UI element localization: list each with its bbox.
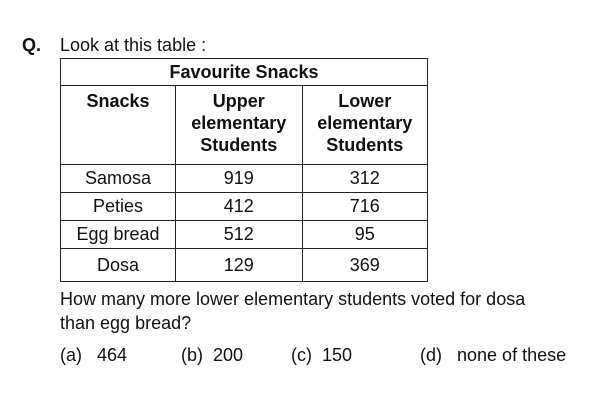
favourite-snacks-table: [60, 58, 428, 282]
cell-lower: 95: [302, 221, 427, 249]
cell-snack: Samosa: [61, 165, 176, 193]
option-c[interactable]: [291, 345, 352, 366]
option-key: (d): [420, 345, 442, 365]
header-upper-elementary: Upper elementary Students: [176, 86, 302, 165]
question-intro: Look at this table :: [60, 35, 207, 55]
table-row: [61, 165, 428, 193]
table-caption: Favourite Snacks: [61, 59, 428, 86]
header-lower-elementary: Lower elementary Students: [302, 86, 427, 165]
option-text: none of these: [457, 345, 567, 365]
option-key: (c): [291, 345, 312, 365]
question-prompt-line1: How many more lower elementary students voted for dosa: [60, 289, 526, 309]
option-b[interactable]: [181, 345, 243, 366]
option-text: 150: [322, 345, 353, 365]
option-text: 200: [213, 345, 244, 365]
table-row: [61, 249, 428, 282]
question-label: Q.: [22, 35, 42, 55]
header-snacks: Snacks: [61, 86, 176, 165]
question-prompt-line2: than egg bread?: [60, 313, 192, 333]
option-d[interactable]: [420, 345, 566, 366]
option-text: 464: [97, 345, 128, 365]
table-row: [61, 193, 428, 221]
option-a[interactable]: [60, 345, 127, 366]
option-key: (b): [181, 345, 203, 365]
cell-upper: 412: [176, 193, 302, 221]
cell-snack: Dosa: [61, 249, 176, 282]
cell-upper: 919: [176, 165, 302, 193]
cell-lower: 716: [302, 193, 427, 221]
cell-lower: 312: [302, 165, 427, 193]
question-prompt: [60, 287, 590, 335]
cell-snack: Peties: [61, 193, 176, 221]
cell-upper: 129: [176, 249, 302, 282]
cell-upper: 512: [176, 221, 302, 249]
option-key: (a): [60, 345, 82, 365]
table-row: [61, 221, 428, 249]
cell-snack: Egg bread: [61, 221, 176, 249]
cell-lower: 369: [302, 249, 427, 282]
